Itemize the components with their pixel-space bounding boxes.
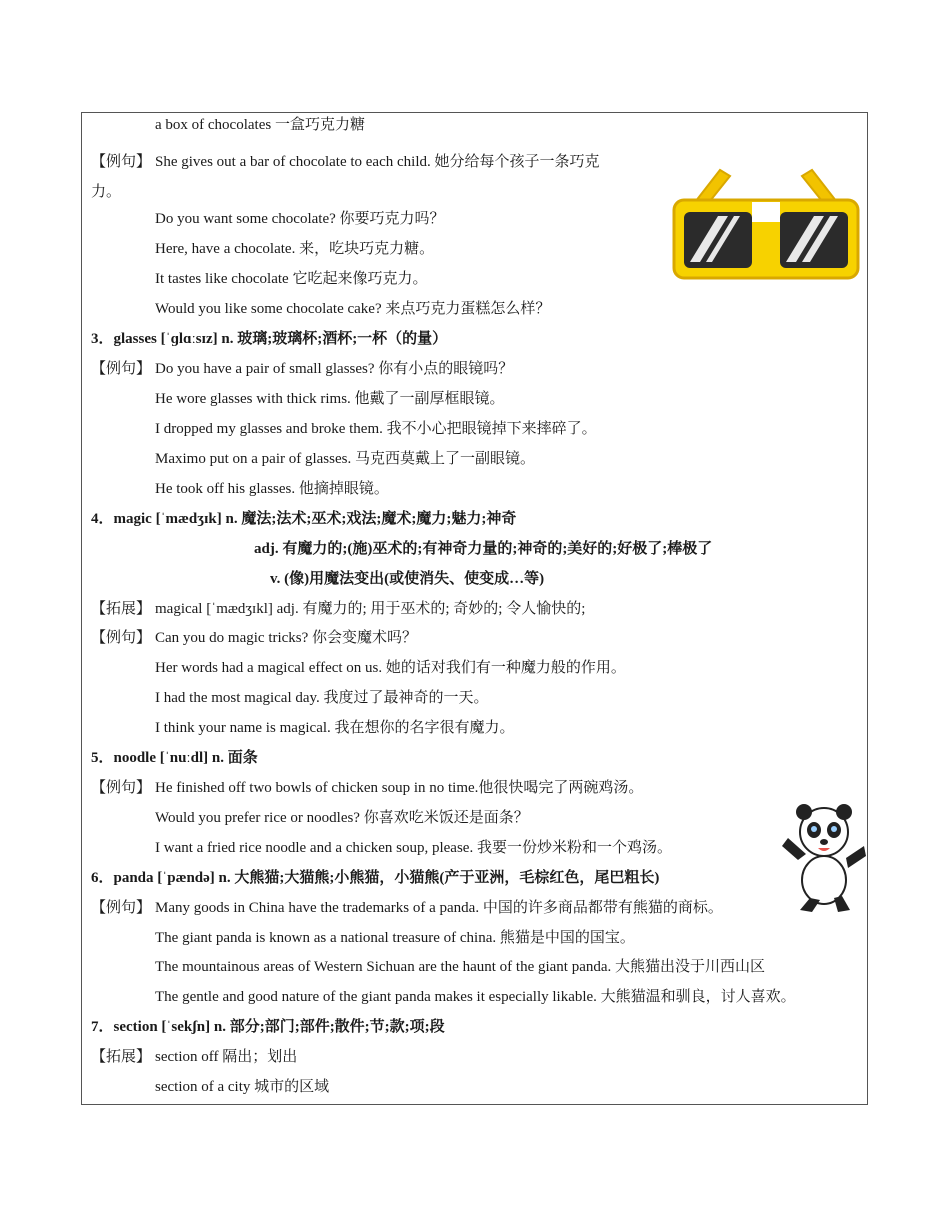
text-line: I dropped my glasses and broke them. 我不小心把眼镜掉下来摔碎了。: [155, 421, 597, 437]
text-line: magical [ˈmædʒɪkl] adj. 有魔力的; 用于巫术的; 奇妙的; 令人愉快的;: [155, 601, 586, 617]
word-definition-adj: adj. 有魔力的;(施)巫术的;有神奇力量的;神奇的;美好的;好极了;棒极了: [254, 541, 713, 557]
extend-tag: 【拓展】: [91, 1049, 152, 1065]
word-heading-noodle: 5．noodle [ˈnuːdl] n. 面条: [91, 750, 258, 766]
text-line: Her words had a magical effect on us. 她的话对我们有一种魔力般的作用。: [155, 660, 626, 676]
text-line: Do you have a pair of small glasses? 你有小点的眼镜吗？: [155, 361, 514, 377]
sunglasses-icon: [672, 162, 860, 280]
example-tag: 【例句】: [91, 780, 152, 796]
text-line: 力。: [91, 184, 122, 200]
example-tag: 【例句】: [91, 361, 152, 377]
text-line: I want a fried rice noodle and a chicken soup, please. 我要一份炒米粉和一个鸡汤。: [155, 840, 672, 856]
text-line: The gentle and good nature of the giant panda makes it especially likable. 大熊猫温和驯良，讨人喜欢。: [155, 989, 796, 1005]
text-line: a box of chocolates 一盒巧克力糖: [155, 117, 365, 133]
text-line: He took off his glasses. 他摘掉眼镜。: [155, 481, 389, 497]
example-tag: 【例句】: [91, 154, 152, 170]
text-line: Do you want some chocolate? 你要巧克力吗？: [155, 211, 445, 227]
text-line: Maximo put on a pair of glasses. 马克西莫戴上了一副眼镜。: [155, 451, 535, 467]
word-definition-v: v. (像)用魔法变出(或使消失、使变成…等): [270, 571, 545, 587]
text-line: I had the most magical day. 我度过了最神奇的一天。: [155, 690, 489, 706]
text-line: Would you like some chocolate cake? 来点巧克力蛋糕怎么样？: [155, 301, 551, 317]
word-heading-panda: 6．panda [ˈpændə] n. 大熊猫;大猫熊;小熊猫，小猫熊(产于亚洲，毛棕红色，尾巴粗长): [91, 870, 660, 886]
text-line: Many goods in China have the trademarks of a panda. 中国的许多商品都带有熊猫的商标。: [155, 900, 723, 916]
text-line: I think your name is magical. 我在想你的名字很有魔力。: [155, 720, 515, 736]
word-heading-magic: 4．magic [ˈmædʒɪk] n. 魔法;法术;巫术;戏法;魔术;魔力;魅力;神奇: [91, 511, 517, 527]
text-line: Would you prefer rice or noodles? 你喜欢吃米饭还是面条？: [155, 810, 529, 826]
text-line: He finished off two bowls of chicken soup in no time.他很快喝完了两碗鸡汤。: [155, 780, 644, 796]
text-line: The giant panda is known as a national treasure of china. 熊猫是中国的国宝。: [155, 930, 635, 946]
text-line: The mountainous areas of Western Sichuan are the haunt of the giant panda. 大熊猫出没于川西山区: [155, 959, 766, 975]
example-tag: 【例句】: [91, 630, 152, 646]
text-line: Here, have a chocolate. 来，吃块巧克力糖。: [155, 241, 435, 257]
text-line: section off 隔出；划出: [155, 1049, 298, 1065]
text-line: section of a city 城市的区域: [155, 1079, 330, 1095]
extend-tag: 【拓展】: [91, 601, 152, 617]
text-line: She gives out a bar of chocolate to each child. 她分给每个孩子一条巧克: [155, 154, 600, 170]
text-line: Can you do magic tricks? 你会变魔术吗？: [155, 630, 418, 646]
panda-icon: [776, 802, 868, 914]
text-line: It tastes like chocolate 它吃起来像巧克力。: [155, 271, 428, 287]
word-heading-section: 7．section [ˈsekʃn] n. 部分;部门;部件;散件;节;款;项;段: [91, 1019, 445, 1035]
word-heading-glasses: 3．glasses [ˈɡlɑːsɪz] n. 玻璃;玻璃杯;酒杯;一杯（的量）: [91, 331, 448, 347]
example-tag: 【例句】: [91, 900, 152, 916]
text-line: He wore glasses with thick rims. 他戴了一副厚框眼镜。: [155, 391, 505, 407]
